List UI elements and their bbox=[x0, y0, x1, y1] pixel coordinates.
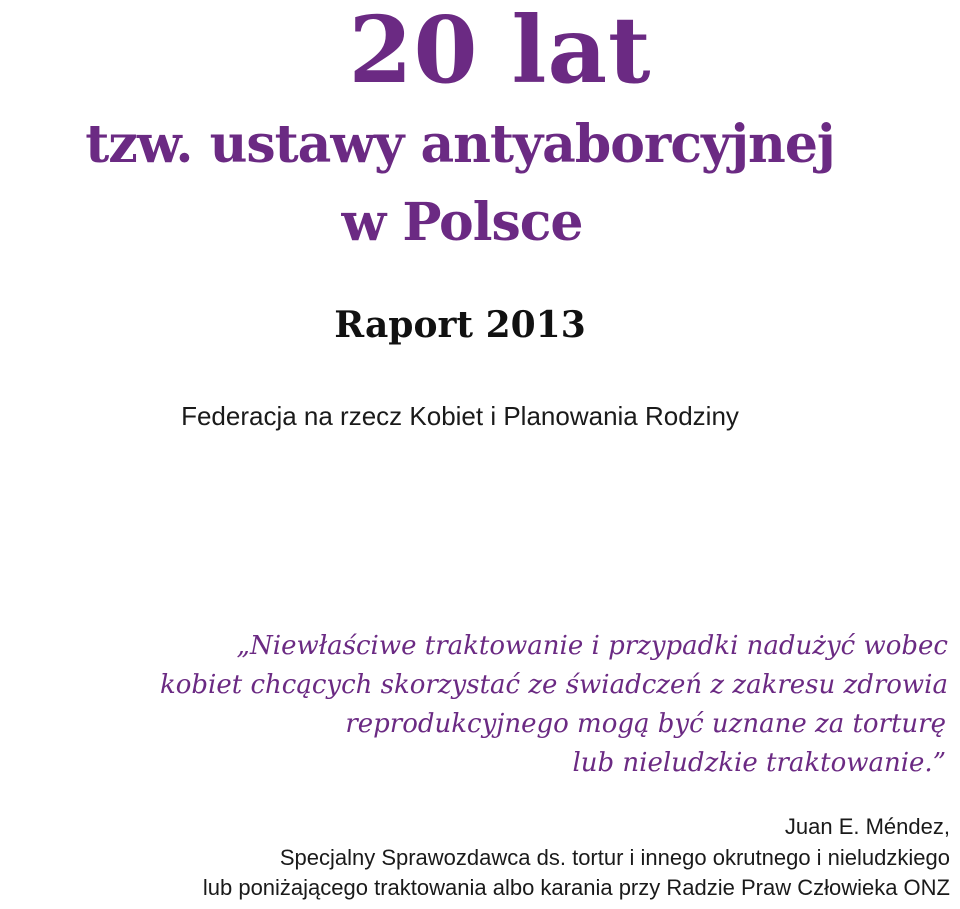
attribution-role-line: Specjalny Sprawozdawca ds. tortur i innego okrutnego i nieludzkiego bbox=[279, 845, 950, 870]
quote-line: reprodukcyjnego mogą być uznane za torturę bbox=[345, 709, 946, 739]
report-label: Raport 2013 bbox=[334, 304, 586, 346]
quote-line: kobiet chcących skorzystać ze świadczeń z zakresu zdrowia bbox=[160, 670, 948, 700]
cover-subtitle-line-2: w Polsce bbox=[341, 192, 583, 253]
cover-subtitle-line-1: tzw. ustawy antyaborcyjnej bbox=[85, 114, 835, 175]
attribution-role-line: lub poniżającego traktowania albo karania przy Radzie Praw Człowieka ONZ bbox=[202, 875, 950, 900]
attribution-name: Juan E. Méndez, bbox=[784, 814, 950, 839]
quote-line: lub nieludzkie traktowanie.” bbox=[572, 748, 946, 778]
quote-line: „Niewłaściwe traktowanie i przypadki nadużyć wobec bbox=[236, 631, 948, 661]
organization-name: Federacja na rzecz Kobiet i Planowania Rodziny bbox=[181, 401, 739, 431]
cover-title: 20 lat bbox=[348, 0, 652, 104]
